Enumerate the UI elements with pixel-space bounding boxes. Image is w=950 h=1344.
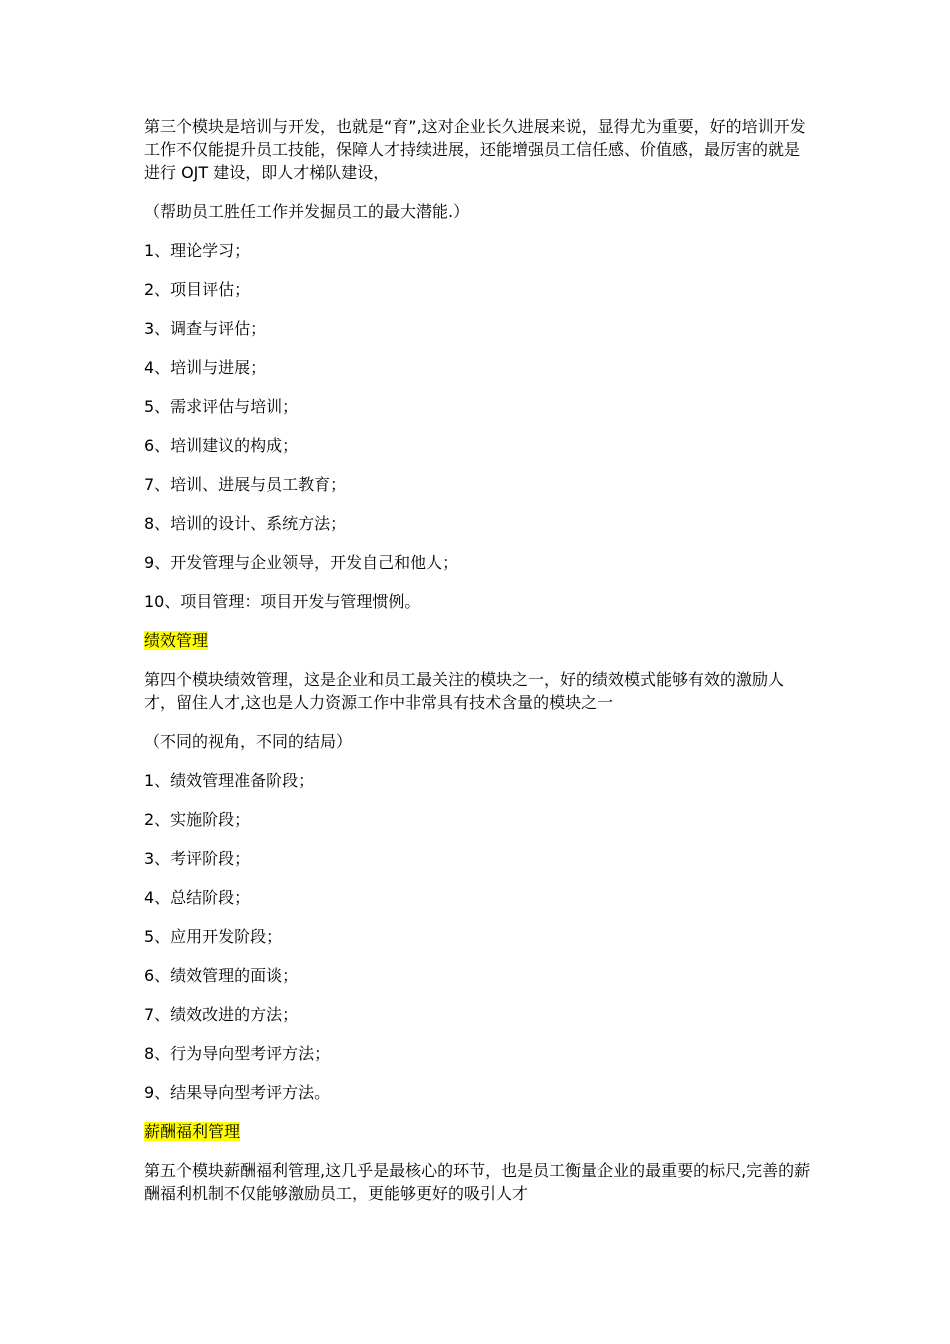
section4-list-item: 7、绩效改进的方法； — [144, 1005, 299, 1024]
section3-note: （帮助员工胜任工作并发掘员工的最大潜能.） — [144, 202, 470, 221]
section3-list-item: 5、需求评估与培训； — [144, 397, 299, 416]
section3-list-item: 2、项目评估； — [144, 280, 251, 299]
section3-list-item: 6、培训建议的构成； — [144, 436, 299, 455]
section3-list-item: 10、项目管理：项目开发与管理惯例。 — [144, 592, 421, 611]
section4-list-item: 9、结果导向型考评方法。 — [144, 1083, 331, 1102]
section3-list-item: 7、培训、进展与员工教育； — [144, 475, 347, 494]
section5-heading — [144, 1120, 812, 1143]
section4-list-item: 4、总结阶段； — [144, 888, 251, 907]
section4-list-item: 3、考评阶段； — [144, 849, 251, 868]
section4-heading — [144, 629, 812, 652]
section4-note: （不同的视角，不同的结局） — [144, 732, 353, 751]
section4-intro: 第四个模块绩效管理，这是企业和员工最关注的模块之一，好的绩效模式能够有效的激励人才，留住人才,这也是人力资源工作中非常具有技术含量的模块之一 — [144, 670, 785, 712]
section3-list-item: 3、调查与评估； — [144, 319, 267, 338]
document-body — [144, 115, 812, 1221]
section4-list-item: 2、实施阶段； — [144, 810, 251, 829]
section4-list-item: 6、绩效管理的面谈； — [144, 966, 299, 985]
section5-heading-text: 薪酬福利管理 — [144, 1122, 241, 1141]
section3-list-item: 4、培训与进展； — [144, 358, 267, 377]
section3-intro: 第三个模块是培训与开发，也就是“育”,这对企业长久进展来说，显得尤为重要，好的培训开发工作不仅能提升员工技能，保障人才持续进展，还能增强员工信任感、价值感，最厉害的就是进行 OJT 建设，即人才梯队建设， — [144, 117, 806, 182]
section3-list-item: 9、开发管理与企业领导，开发自己和他人； — [144, 553, 459, 572]
section3-list-item: 8、培训的设计、系统方法； — [144, 514, 347, 533]
section3-list-item: 1、理论学习； — [144, 241, 251, 260]
section5-intro: 第五个模块薪酬福利管理,这几乎是最核心的环节，也是员工衡量企业的最重要的标尺,完善的薪酬福利机制不仅能够激励员工，更能够更好的吸引人才 — [144, 1161, 811, 1203]
section4-heading-text: 绩效管理 — [144, 631, 209, 650]
section4-list-item: 5、应用开发阶段； — [144, 927, 283, 946]
section4-list-item: 1、绩效管理准备阶段； — [144, 771, 315, 790]
section4-list-item: 8、行为导向型考评方法； — [144, 1044, 331, 1063]
